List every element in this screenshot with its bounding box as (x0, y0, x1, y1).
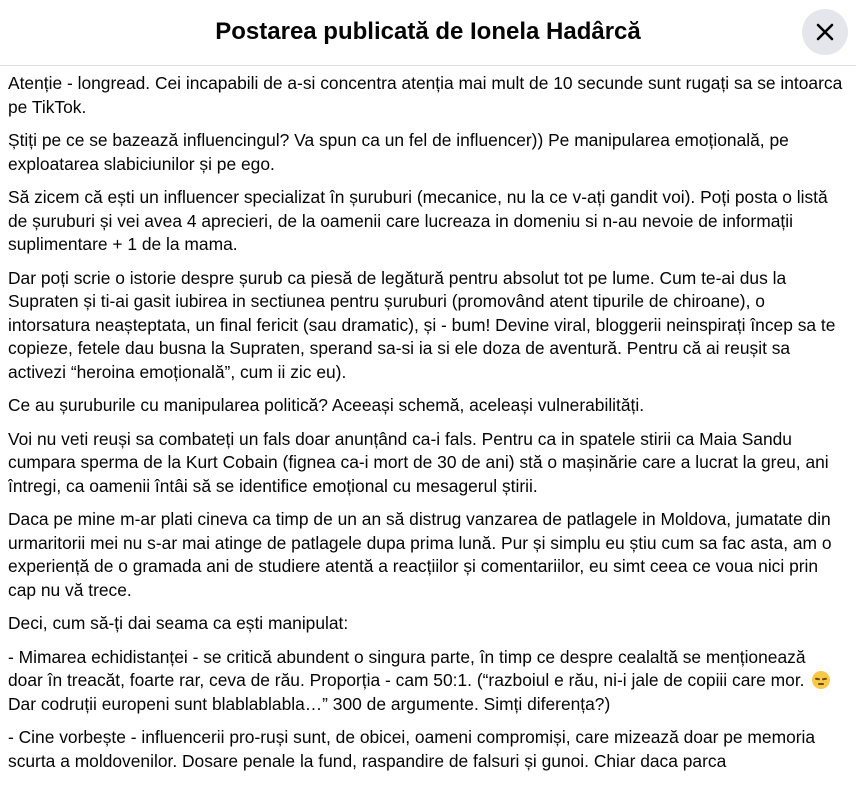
post-paragraph: Dar poți scrie o istorie despre șurub ca piesă de legătură pentru absolut tot pe lume. Cum te-ai dus la Supraten și ti-ai gasit iubirea in sectiunea pentru șuruburi (promovând atent tipurile de chiroane), o intorsatura neașteptata, un final fericit (sau dramatic), și - bum! Devine viral, bloggerii neinspirați încep sa te copieze, fetele dau busna la Supraten, sperand sa-si ia si ele doza de aventură. Pentru că ai reușit sa activezi “heroina emoțională”, cum ii zic eu). (8, 267, 836, 382)
post-paragraph-with-emoji (8, 640, 844, 721)
post-paragraph: - Cine vorbește - influencerii pro-ruși sunt, de obicei, oameni compromiși, care mizează doar pe memoria scurta a moldovenilor. Dosare penale la fund, raspandire de falsuri și gunoi. Chiar daca parca (8, 727, 816, 771)
post-paragraph: Atenție - longread. Cei incapabili de a-si concentra atenția mai mult de 10 secunde sunt rugați sa se intoarca pe TikTok. (8, 73, 843, 117)
dialog-title: Postarea publicată de Ionela Hadârcă (215, 18, 641, 45)
post-paragraph: Știți pe ce se bazează influencingul? Va spun ca un fel de influencer)) Pe manipularea emoțională, pe exploatarea slabiciunilor și pe ego. (8, 130, 789, 174)
post-paragraph: Voi nu veti reuși sa combateți un fals doar anunțând ca-i fals. Pentru ca in spatele stirii ca Maia Sandu cumpara sperma de la Kurt Cobain (figneа ca-i mort de 30 de ani) stă o mașinărie care a lucrat la greu, ani întregi, ca oamenii întâi să se identifice emoțional cu mesagerul știrii. (8, 428, 829, 496)
post-content (8, 66, 844, 804)
close-button[interactable] (802, 9, 848, 55)
post-paragraph: Daca pe mine m-ar plati cineva ca timp de un an să distrug vanzarea de patlagele in Moldova, jumatate din urmaritorii mei nu s-ar mai atinge de patlagele dupa prima lună. Pur și simplu eu știu cum sa fac asta, am o experiență de o gramada ani de studiere atentă a reacțiilor și comentariilor, eu simt ceea ce voua nici prin cap nu vă trece. (8, 509, 832, 600)
paragraph-text-before-emoji: - Mimarea echidistanței - se critică abundent o singura parte, în timp ce despre cealaltă se menționează doar în treacăt, foarte rar, ceva de rău. Proporția - cam 50:1. (“razboiul e rău, ni-i jale de copiii care mor. (8, 646, 806, 690)
post-paragraph: Deci, cum să-ți dai seama ca ești manipulat: (8, 613, 349, 633)
post-paragraph: Să zicem că ești un influencer specializat în șuruburi (mecanice, nu la ce v-ați gandit voi). Poți posta o listă de șuruburi și vei avea 4 aprecieri, de la oamenii care lucreaza in domeniu si n-au nevoie de informații suplimentare + 1 de la mama. (8, 187, 828, 254)
dialog-header (0, 0, 856, 66)
sad-face-emoji-icon (812, 671, 830, 689)
post-paragraph: Ce au șuruburile cu manipularea politică? Aceeași schemă, aceleași vulnerabilități. (8, 395, 645, 415)
close-icon (814, 21, 836, 43)
paragraph-text-after-emoji: Dar codruții europeni sunt blablablabla…” 300 de argumente. Simți diferența?) (8, 693, 611, 714)
